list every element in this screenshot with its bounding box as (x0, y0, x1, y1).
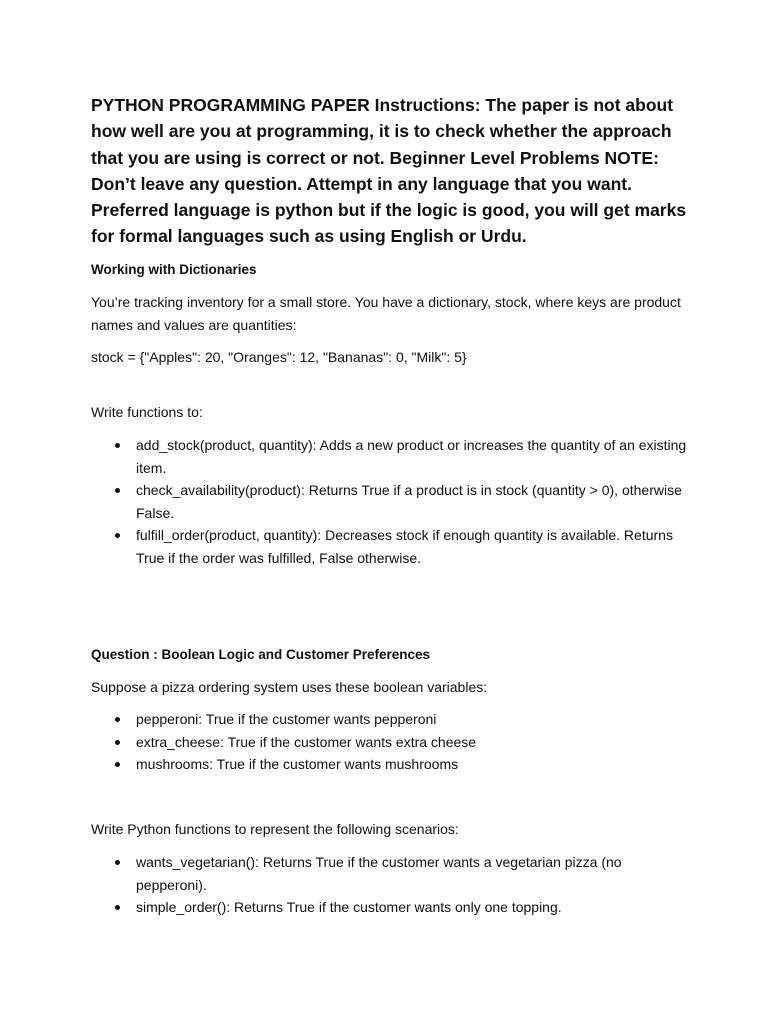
prompt-write-functions: Write functions to: (91, 404, 203, 420)
list-item (91, 896, 691, 919)
list-item (91, 753, 691, 776)
list-item (91, 524, 691, 569)
list-item-text: check_availability(product): Returns True if a product is in stock (quantity > 0), otherwise False. (136, 482, 682, 521)
bullet-icon (115, 717, 120, 722)
paper-title: PYTHON PROGRAMMING PAPER Instructions: The paper is not about how well are you at programming, it is to check whether the approach that you are using is correct or not. Beginner Level Problems NOTE: Don’t leave any question. Attempt in any language that you want. Preferred language is python but if the logic is good, you will get marks for formal languages such as using English or Urdu. (91, 95, 687, 247)
list-item (91, 434, 691, 479)
section-intro-boolean-logic: Suppose a pizza ordering system uses these boolean variables: (91, 679, 488, 695)
list-item (91, 731, 691, 754)
bullet-icon (115, 905, 120, 910)
list-item (91, 479, 691, 524)
list-item-text: fulfill_order(product, quantity): Decreases stock if enough quantity is available. Returns True if the order was fulfilled, False otherwise. (136, 527, 673, 566)
function-list-dictionaries (91, 434, 691, 569)
section-heading-boolean-logic: Question : Boolean Logic and Customer Preferences (91, 647, 431, 662)
function-list-boolean (91, 851, 691, 919)
list-item-text: simple_order(): Returns True if the customer wants only one topping. (136, 899, 562, 915)
bullet-icon (115, 740, 120, 745)
section-heading-dictionaries: Working with Dictionaries (91, 262, 257, 277)
bullet-icon (115, 488, 120, 493)
section-intro-dictionaries: You’re tracking inventory for a small store. You have a dictionary, stock, where keys are product names and values are quantities: (91, 294, 681, 333)
prompt-write-python-functions: Write Python functions to represent the following scenarios: (91, 821, 459, 837)
variable-list (91, 708, 691, 776)
list-item-text: mushrooms: True if the customer wants mushrooms (136, 756, 459, 772)
list-item-text: wants_vegetarian(): Returns True if the customer wants a vegetarian pizza (no pepperoni). (136, 854, 622, 893)
list-item (91, 708, 691, 731)
bullet-icon (115, 762, 120, 767)
list-item (91, 851, 691, 896)
bullet-icon (115, 443, 120, 448)
bullet-icon (115, 533, 120, 538)
code-line-stock: stock = {"Apples": 20, "Oranges": 12, "Bananas": 0, "Milk": 5} (91, 349, 467, 365)
list-item-text: add_stock(product, quantity): Adds a new product or increases the quantity of an existing item. (136, 437, 687, 476)
bullet-icon (115, 860, 120, 865)
list-item-text: extra_cheese: True if the customer wants extra cheese (136, 733, 477, 750)
list-item-text: pepperoni: True if the customer wants pepperoni (136, 711, 437, 727)
